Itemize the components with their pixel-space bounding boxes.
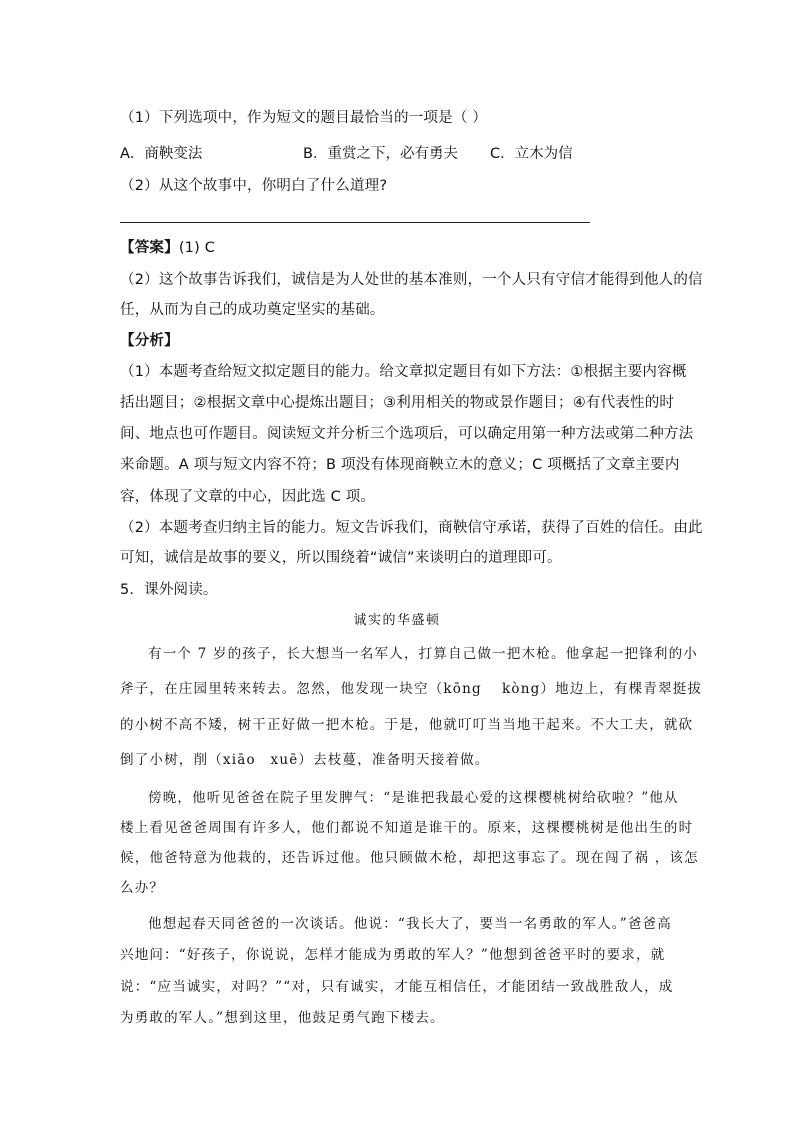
analysis-line: 括出题目；②根据文章中心提炼出题目；③利用相关的物或景作题目；④有代表性的时 (120, 395, 675, 411)
story-line: 候，他爸特意为他栽的，还告诉过他。他只顾做木枪，却把这事忘了。现在闯了祸 ，该怎 (120, 850, 699, 866)
question-5-heading: 5．课外阅读。 (120, 582, 218, 598)
story-line: 为勇敢的军人。”想到这里，他鼓足勇气跑下楼去。 (120, 1010, 445, 1026)
answer-2-line-1: （2）这个故事告诉我们，诚信是为人处世的基本准则，一个人只有守信才能得到他人的信 (120, 272, 703, 288)
option-b: B．重赏之下，必有勇夫 (303, 146, 458, 162)
story-line: 倒了小树，削（xiāo xuē）去枝蔓，准备明天接着做。 (120, 752, 490, 768)
analysis-line: （1）本题考查给短文拟定题目的能力。给文章拟定题目有如下方法：①根据主要内容概 (120, 364, 687, 380)
answer-heading: 【答案】 (120, 240, 179, 256)
story-line: 兴地问：“好孩子，你说说，怎样才能成为勇敢的军人？”他想到爸爸平时的要求，就 (120, 947, 666, 963)
story-title: 诚实的华盛顿 (353, 613, 441, 628)
analysis-line: 来命题。A 项与短文内容不符；B 项没有体现商鞅立木的意义；C 项概括了文章主要内 (120, 457, 680, 473)
story-line: 说：“应当诚实，对吗？”“对，只有诚实，才能互相信任，才能团结一致战胜敌人，成 (120, 979, 674, 995)
answer-blank-line (120, 222, 590, 223)
answer-1: (1) C (178, 240, 216, 256)
analysis-line: 间、地点也可作题目。阅读短文并分析三个选项后，可以确定用第一种方法或第二种方法 (120, 426, 694, 442)
story-line: 斧子，在庄园里转来转去。忽然，他发现一块空（kōng kòng）地边上，有棵青翠挺拔 (120, 681, 703, 697)
story-line: 傍晚，他听见爸爸在院子里发脾气：“是谁把我最心爱的这棵樱桃树给砍啦？”他从 (148, 790, 679, 806)
analysis-line: 可知，诚信是故事的要义，所以围绕着“诚信”来谈明白的道理即可。 (120, 550, 562, 566)
analysis-line: 容，体现了文章的中心，因此选 C 项。 (120, 489, 376, 505)
option-c: C．立木为信 (490, 146, 573, 162)
question-2-prompt: （2）从这个故事中，你明白了什么道理? (120, 178, 388, 194)
answer-block (120, 238, 215, 258)
option-a: A．商鞅变法 (120, 146, 203, 162)
story-line: 的小树不高不矮，树干正好做一把木枪。于是，他就叮叮当当地干起来。不大工夫，就砍 (120, 717, 694, 733)
story-line: 有一个 7 岁的孩子，长大想当一名军人，打算自己做一把木枪。他拿起一把锋利的小 (148, 646, 698, 662)
analysis-heading: 【分析】 (120, 333, 179, 349)
story-line: 么办？ (120, 880, 165, 896)
story-line: 楼上看见爸爸周围有许多人，他们都说不知道是谁干的。原来，这棵樱桃树是他出生的时 (120, 820, 694, 836)
question-1-prompt: （1）下列选项中，作为短文的题目最恰当的一项是（ ） (120, 110, 488, 126)
answer-2-line-2: 任，从而为自己的成功奠定坚实的基础。 (120, 302, 385, 318)
analysis-line: （2）本题考查归纳主旨的能力。短文告诉我们，商鞅信守承诺，获得了百姓的信任。由此 (120, 520, 703, 536)
story-line: 他想起春天同爸爸的一次谈话。他说：“我长大了，要当一名勇敢的军人。”爸爸高 (148, 916, 672, 932)
